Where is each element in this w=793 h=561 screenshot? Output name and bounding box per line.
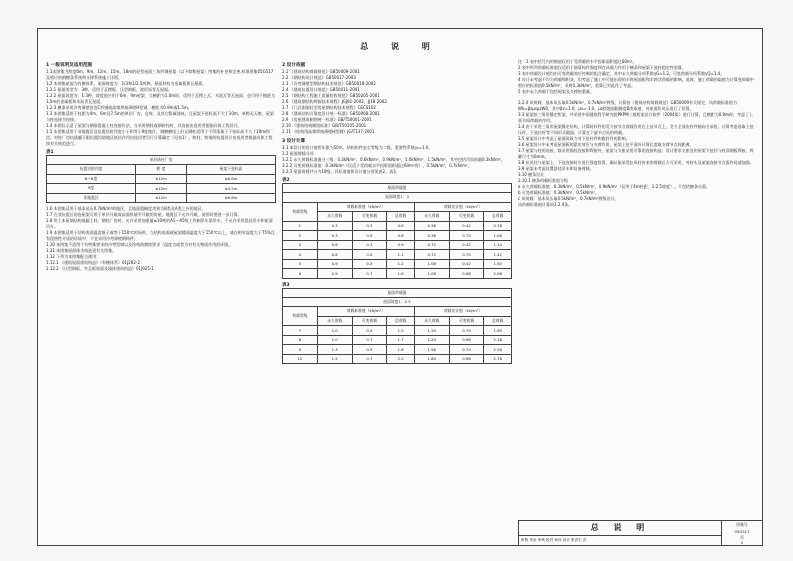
table-cell: 0.5 bbox=[352, 326, 387, 336]
table-cell: 0.70 bbox=[449, 326, 484, 336]
table-row bbox=[283, 250, 512, 260]
paragraph: 3.2.2 可变荷载标准值：0.3kN/m²（仅适于受荷载水平投影面积超过60m²的），0.5kN/m²，0.7kN/m²。 bbox=[282, 163, 472, 168]
standard-item: 2.3 《冷弯薄壁型钢结构技术规范》GB50018-2002 bbox=[282, 81, 376, 86]
table2 bbox=[282, 192, 512, 279]
table3-subtitle: 屋面坡度1：2.5 bbox=[283, 297, 512, 307]
paragraph: 3.7 屋架与柱的连接，除采用锚栓连接和焊接外，屋架与支座采用可靠的连接构造，设计要求支座处的屋架下弦杆与柱顶钢板焊接，焊脚尺寸为6mm。 bbox=[518, 148, 754, 159]
table-cell: 0.9 bbox=[317, 269, 352, 279]
table-cell: 0.98 bbox=[449, 335, 484, 345]
table-cell: ≤4.5m bbox=[186, 184, 275, 194]
paragraph: 3.2 屋面荷载分项 bbox=[282, 151, 314, 156]
table-header-cell: 总荷载 bbox=[484, 316, 512, 326]
table-cell: 6 bbox=[283, 269, 318, 279]
paragraph: 1.7 在非抗震区的卷屋架可用于单层开敞或前面纵墙平开敞的房屋，地震区不允许开敞，使用时要进一步计算。 bbox=[46, 212, 242, 217]
table-cell: 0.98 bbox=[449, 269, 484, 279]
column-3 bbox=[518, 59, 754, 519]
table-cell: 0.7 bbox=[352, 269, 387, 279]
table-cell: 2.18 bbox=[484, 335, 512, 345]
table-cell: 0.7 bbox=[352, 335, 387, 345]
table-group-row bbox=[283, 307, 512, 317]
page-label: 页 bbox=[740, 535, 744, 540]
paragraph: c 风荷载：基本风压取0.5kN/m²，0.7kN/m²两级设计。 bbox=[518, 196, 619, 201]
note: 3 表中荷载设计值均由可变荷载效应控制的组合确定，其中永久荷载分项系数γG=1.2，可变荷载分项系数γQ=1.4。 bbox=[518, 71, 725, 76]
table-row bbox=[283, 326, 512, 336]
table-cell: 0.3 bbox=[317, 231, 352, 241]
paragraph: 1.12.1 《建筑屋面建筑构造》（有檩体系）01J202-2 bbox=[46, 260, 140, 265]
atlas-number: 05G517 bbox=[734, 529, 750, 534]
table-cell: 0.8 bbox=[387, 231, 415, 241]
table-header-row bbox=[283, 316, 512, 326]
table-cell: 1.0 bbox=[317, 335, 352, 345]
table-cell: 0.7 bbox=[352, 354, 387, 364]
table-cell: ≤12m bbox=[136, 184, 187, 194]
table-cell: 0.5 bbox=[352, 345, 387, 355]
table-row bbox=[283, 354, 512, 364]
standard-item: 2.5 《钢结构工程施工质量验收规范》GB50205-2001 bbox=[282, 93, 380, 98]
paragraph: 3.8 抗风柱与屋架上、下弦连接时应进行强度验算，确认能承受抗风柱传来的荷载后方可采用，对柱头及屋架连接节点需作局部加强。 bbox=[518, 160, 754, 165]
table-cell: 0.70 bbox=[449, 250, 484, 260]
title-block bbox=[518, 520, 762, 545]
table-cell: 2.26 bbox=[484, 345, 512, 355]
table-cell: 0.98 bbox=[449, 354, 484, 364]
table3-body bbox=[283, 326, 512, 364]
table3 bbox=[282, 297, 512, 365]
table2-subtitle: 屋面坡度1：3 bbox=[283, 193, 512, 203]
paragraph: 1.11 本图集屋面排水构造见有关图集。 bbox=[46, 248, 117, 253]
standard-item: 2.7 《门式刚架轻型房屋钢结构技术规程》CECS102 bbox=[282, 105, 376, 110]
table-header-row bbox=[283, 212, 512, 222]
table-row bbox=[47, 174, 276, 184]
paragraph: 1.8 用于本屋钢结构低碳上柱，钢柱厂房时，允许采用加重量≤10吨的A1～A5级工作制吊车梁吊车。不允许采用悬挂吊车和屋面吊车。 bbox=[46, 218, 273, 229]
table-cell: 0.78 bbox=[484, 221, 512, 231]
table-cell: 1.14 bbox=[484, 240, 512, 250]
table-subtitle-row bbox=[283, 193, 512, 203]
paragraph: 3.2.4 风荷载：基本风压取0.5kN/m²，0.7kN/m²两级，计算按《建筑结构荷载规范》GB50009有关规定，风荷载标准值为Wk=βzμsμzW0，其中βz=1.0，μs=-1.0，μz按地面粗糙度B类取值，对屋面负风压进行了验算。 bbox=[518, 100, 738, 111]
paragraph: 1.6 本图集适用于基本风压0.7kN/m²的地区，且地面粗糙度类别为B类及A类之外的地区。 bbox=[46, 206, 206, 211]
paragraph: 1.5 本图集适用于非地震区及抗震设防烈度小于和等于9度地区，钢檩檩尾上但无钢柱适用于不得重量于下弦标高不大于10m的厂房。对柱厂房抗拔翻不限抗震设防地区抵抗作用由选用者另行计算确定（见表1）。跨柱、跨墙的抗震设计由选用者根据具体工程按有关规范进行。 bbox=[46, 129, 274, 146]
paragraph: 3.1 本设计的设计使用年限为50年，结构构件安全等级为二级，重要性系数γ₀=1.0。 bbox=[282, 145, 433, 150]
table-cell: 1.20 bbox=[414, 335, 449, 345]
table-row bbox=[283, 240, 512, 250]
table-cell: 0.6 bbox=[317, 240, 352, 250]
table-header-cell: 总荷载 bbox=[387, 212, 415, 222]
table-cell: 1.42 bbox=[484, 250, 512, 260]
standard-item: 2.11 《结构用高频焊接薄壁H型钢》JG/T137-2001 bbox=[282, 129, 375, 134]
table-cell: 10 bbox=[283, 354, 318, 364]
table-cell: 1.3 bbox=[317, 345, 352, 355]
table-cell: 1.5 bbox=[317, 354, 352, 364]
paragraph: 3.3 屋架按三角形静定桁架，并采用中国建筑科学研究院PKPM三维桁架设计软件（2004版）进行计算，且檩距为0.9m时，考虑了上弦节间荷载的作用。 bbox=[518, 112, 753, 123]
paragraph: 3.10.1 檩条荷载标准值分级 bbox=[518, 178, 568, 183]
paragraph: 1.9 本图集适用于结构表面温度低于或等于150℃的场所，当结构表面或屋架楼面温度大于150℃以上，或在相对湿度大于75%且有侵蚀性介质的环境中，不宜采用冷弯薄壁钢构件。 bbox=[46, 230, 275, 241]
table-cell: 8 bbox=[283, 335, 318, 345]
table-subtitle-row bbox=[283, 297, 512, 307]
table-cell: 0.36 bbox=[414, 221, 449, 231]
table-cell: 5 bbox=[283, 259, 318, 269]
table2-label: 表2 bbox=[282, 178, 290, 183]
table-cell: ≤12m bbox=[136, 174, 187, 184]
table-row bbox=[47, 184, 276, 194]
paragraph: a 永久荷载标准值：0.3kN/m²，0.5kN/m²，0.9kN/m²（仅用于4m柱距，1:2.5坡度）。不包括檩条自重。 bbox=[518, 184, 710, 189]
table-cell: 0.5 bbox=[352, 250, 387, 260]
page-number: 2 bbox=[740, 540, 744, 545]
table-cell: 2.2 bbox=[387, 354, 415, 364]
table-group-cell: 荷载标准值（kN/m²） bbox=[317, 307, 414, 317]
table3-label: 表3 bbox=[282, 282, 290, 288]
table2-caption: 屋面荷载值 bbox=[282, 183, 512, 192]
table-header-cell: 永久荷载 bbox=[414, 316, 449, 326]
standard-item: 2.8 《建筑结构可靠度设计统一标准》GB50068-2001 bbox=[282, 111, 380, 116]
table-group-cell: 荷载设计值（kN/m²） bbox=[414, 202, 511, 212]
table-cell: 0.6 bbox=[387, 221, 415, 231]
note: 5 表中永久荷载不包括屋架及支撑的重量。 bbox=[518, 89, 594, 94]
standard-item: 2.2 《钢结构设计规范》GB50017-2003 bbox=[282, 75, 356, 80]
paragraph: 1.1本图集为跨度6m、9m、12m、15m、18m的轻型屋面三角形钢屋架（以下简称屋架）图集的补充和完善,标准图集05G517及相应的钢檩条系统和支撑系统施工详图。 bbox=[46, 69, 274, 80]
table-cell: 1.8 bbox=[387, 345, 415, 355]
table-row bbox=[283, 221, 512, 231]
table-cell: 1.50 bbox=[484, 259, 512, 269]
table-cell: ≤6.6m bbox=[186, 174, 275, 184]
table-header-row bbox=[47, 165, 276, 175]
paragraph: b 可变荷载标准值：0.3kN/m²，0.5kN/m²。 bbox=[518, 190, 599, 195]
table-cell: 9度 bbox=[47, 184, 136, 194]
column-1 bbox=[46, 59, 276, 515]
paragraph: 3.10 檩条设计 bbox=[518, 172, 545, 177]
table-cell: 1.08 bbox=[414, 259, 449, 269]
table-cell: 0.42 bbox=[449, 259, 484, 269]
table-header-cell: 可变荷载 bbox=[352, 212, 387, 222]
table-cell: 4 bbox=[283, 250, 318, 260]
table-cell: 1.2 bbox=[387, 259, 415, 269]
paragraph: 1.12 下列为本图集配合使用： bbox=[46, 254, 101, 259]
paragraph: 1.3 本图集适用于柱距为4m、6m及7.5m的单层厂房、仓库、及其它附属建筑。且屋架下弦标高不大于10m，单跨无天窗，屋架与柱连接为铰接。 bbox=[46, 111, 274, 122]
page-title: 总 说 明 bbox=[360, 42, 440, 51]
table-group-cell: 荷载设计值（kN/m²） bbox=[414, 307, 511, 317]
table-cell: 0.3 bbox=[352, 259, 387, 269]
table-header-cell: 屋架下弦标高 bbox=[186, 165, 275, 175]
table-cell: 0.5 bbox=[352, 231, 387, 241]
table1 bbox=[46, 164, 276, 203]
table2-body bbox=[283, 221, 512, 278]
column-2 bbox=[282, 59, 512, 515]
table-cell: 0.36 bbox=[414, 231, 449, 241]
table1-label: 表1 bbox=[46, 150, 54, 155]
note: 2 表中所列荷载标准值仅适用于抽算构件强度和在风载力作用下檩条和屋架下弦杆稳定性验算。 bbox=[518, 65, 686, 70]
standard-item: 2.6 《建筑钢结构焊接技术规程》JGJ81-2002，JJ18-2002 bbox=[282, 99, 387, 104]
table-cell: 1.06 bbox=[484, 231, 512, 241]
note: 4 设计未考虑不均匀荷载和积灰，但考虑了施工中可能出现的半跨屋面板和半跨活荷载的影响。此时，施工荷载的取值为计算变荷载中相应的标准值0.5kN/m²，采用0.3kN/m²，验算已对此作了考虑。 bbox=[518, 77, 754, 88]
table-header-cell: 可变荷载 bbox=[449, 316, 484, 326]
table-cell: 1.90 bbox=[484, 326, 512, 336]
table-header-cell: 永久荷载 bbox=[317, 212, 352, 222]
table-cell: 非地震区 bbox=[47, 193, 136, 203]
standard-item: 2.1 《建筑结构荷载规范》GB50009-2001 bbox=[282, 69, 360, 74]
table-cell: 1.08 bbox=[414, 269, 449, 279]
drawing-sheet bbox=[37, 28, 763, 546]
paragraph: 3.5 屋架设计中考虑了屋面风吸力对下弦杆件和腹杆件的影响。 bbox=[518, 136, 630, 141]
table-cell: 0.72 bbox=[414, 250, 449, 260]
table-cell: 0.72 bbox=[414, 240, 449, 250]
table-cell: 2.06 bbox=[484, 269, 512, 279]
table3-caption: 屋面荷载值 bbox=[282, 288, 512, 297]
table-header-cell: 总荷载 bbox=[387, 316, 415, 326]
table-header-cell: 跨 度 bbox=[136, 165, 187, 175]
table1-caption: 单层砖柱厂房 bbox=[46, 155, 276, 164]
paragraph: 1.10 本图集不适用于有特殊要求的冷弯型钢以及结构防腐蚀要求（湿度为或者为对有关物质作用的环境。 bbox=[46, 242, 233, 247]
table-header-cell: 永久荷载 bbox=[414, 212, 449, 222]
table-row bbox=[47, 193, 276, 203]
paragraph: 1.2.3 檩条采用冷弯薄壁卷边C形钢或高频焊接薄壁H型钢，檩距为0.9m或1.5m。 bbox=[46, 105, 192, 110]
table-cell: 3 bbox=[283, 240, 318, 250]
table-cell: 0.42 bbox=[449, 240, 484, 250]
table-cell: 1 bbox=[283, 221, 318, 231]
table-header-cell: 荷载等级 bbox=[283, 202, 318, 221]
table-group-cell: 荷载标准值（kN/m²） bbox=[317, 202, 414, 212]
paragraph: 1.2.2 屋面坡度为：1:3种，坡度值应用于6m、9m屋架，当檩距为1.0m时，适用于瓦楞上瓦、水泥瓦等瓦屋面，也可用于檩距为1.5m的金属板和木沥青瓦屋面。 bbox=[46, 93, 276, 104]
table-cell: ≤12m bbox=[136, 193, 187, 203]
table-header-cell: 永久荷载 bbox=[317, 316, 352, 326]
table-header-cell: 抗震设防烈度 bbox=[47, 165, 136, 175]
table-cell: 9 bbox=[283, 345, 318, 355]
paragraph: 3.6 屋架设计中未考虑屋面板的蒙皮效应与支撑作用，屋架上弦平面外计算长度取支撑节点间距离。 bbox=[518, 142, 694, 147]
table-row bbox=[283, 345, 512, 355]
table-cell: 1.80 bbox=[414, 354, 449, 364]
paragraph: 1.4 本图仅示意了屋架与钢筋混凝土柱连接作法，当采用钢柱或钢砖柱时，其连接由选用者根据具体工程设计。 bbox=[46, 123, 242, 128]
table-cell: 0.3 bbox=[352, 221, 387, 231]
signature-row: 审核 朱岩 审核 校对 孙伟 设计 张洪生 页 bbox=[521, 538, 587, 542]
table-cell: 6～8度 bbox=[47, 174, 136, 184]
table-header-cell: 可变荷载 bbox=[352, 316, 387, 326]
section-heading: 1 一般说明及适用范围 bbox=[46, 63, 93, 68]
paragraph: 1.2 本图集屋面为有檩体系，屋面坡度为：1/3和1/2.5两种，屋面材料为金属板和瓦屋面。 bbox=[46, 81, 207, 86]
table-row bbox=[283, 269, 512, 279]
table-cell: 0.42 bbox=[449, 221, 484, 231]
table-cell: 2.78 bbox=[484, 354, 512, 364]
paragraph: 1.12.2 《压型钢板、夹芯板屋面及墙体建筑构造》01J925-1 bbox=[46, 266, 154, 271]
atlas-label: 图集号 bbox=[736, 522, 748, 527]
table-cell: 0.70 bbox=[449, 345, 484, 355]
table-cell: 1.6 bbox=[387, 269, 415, 279]
standard-item: 2.10 《建筑结构制图标准》GB/T50105-2001 bbox=[282, 123, 367, 128]
table-cell: ≤6.6m bbox=[186, 193, 275, 203]
table-cell: 1.56 bbox=[414, 345, 449, 355]
paragraph: 1.2.1 屋面类型为：3种，适用于瓦楞板、压型钢板、波形沥青瓦屋面。 bbox=[46, 87, 172, 92]
standard-item: 2.4 《建筑抗震设计规范》GB50011-2001 bbox=[282, 87, 360, 92]
section-heading: 2 设计依据 bbox=[282, 63, 306, 68]
table-cell: 0.6 bbox=[317, 250, 352, 260]
table-cell: 1.7 bbox=[387, 335, 415, 345]
table-header-cell: 荷载等级 bbox=[283, 307, 318, 326]
table-row bbox=[283, 231, 512, 241]
table-cell: 1.5 bbox=[387, 326, 415, 336]
page-number-cell bbox=[721, 535, 762, 545]
table-cell: 1.20 bbox=[414, 326, 449, 336]
paragraph: 3.4 由于采用三角形屋架静定结构，计算时杆件的受力按节点荷载作用在上弦节点上，受力全部由杆件轴向力承担，计算考虑选取上弦压杆，下弦拉杆等不同形式截面，计算在下旋节点处的荷载。 bbox=[518, 124, 754, 135]
paragraph: 3.9 屋架未考虑设置悬挂吊车和设备荷载。 bbox=[518, 166, 594, 171]
paragraph: 风荷载标准值计算同3.2.4条。 bbox=[518, 202, 573, 207]
title-block-title: 总 说 明 bbox=[519, 521, 722, 536]
table-cell: 0.9 bbox=[317, 259, 352, 269]
table-cell: 1.1 bbox=[387, 250, 415, 260]
note: 注：1 表中括号内的数值仅用于受荷载的水平投影面积超过60m²。 bbox=[518, 59, 637, 64]
table-cell: 1.0 bbox=[317, 326, 352, 336]
standard-item: 2.9 《房屋建筑制图统一标准》GB/T50001-2001 bbox=[282, 117, 372, 122]
table-header-cell: 总荷载 bbox=[484, 212, 512, 222]
table-cell: 0.3 bbox=[317, 221, 352, 231]
table-cell: 7 bbox=[283, 326, 318, 336]
table-cell: 0.9 bbox=[387, 240, 415, 250]
table-row bbox=[283, 335, 512, 345]
table-header-cell: 可变荷载 bbox=[449, 212, 484, 222]
table-cell: 0.70 bbox=[449, 231, 484, 241]
section-heading: 3 设计计算 bbox=[282, 139, 306, 144]
table-cell: 2 bbox=[283, 231, 318, 241]
paragraph: 3.2.1 永久荷载标准值分三级：0.3kN/m²，0.6kN/m²，0.9kN/m²，1.0kN/m²，1.5kN/m²，其中包括吊顶荷载0.3kN/m²。 bbox=[282, 157, 505, 162]
table-group-row bbox=[283, 202, 512, 212]
atlas-number-cell bbox=[721, 521, 762, 535]
table-cell: 0.3 bbox=[352, 240, 387, 250]
table-row bbox=[283, 259, 512, 269]
paragraph: 3.2.3 屋面荷载共分为19级，其标准值和设计值分别见表2、表3。 bbox=[282, 169, 400, 174]
